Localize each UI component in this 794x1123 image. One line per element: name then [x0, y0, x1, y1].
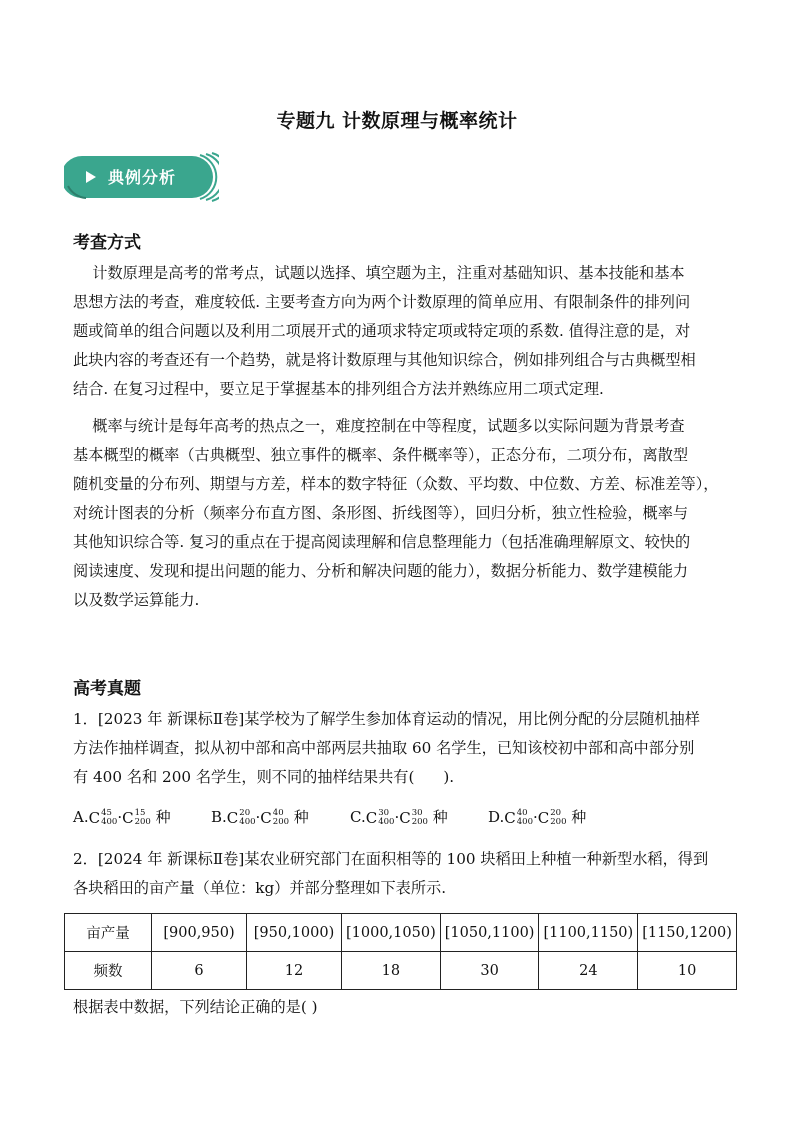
text-line: 题或简单的组合问题以及利用二项展开式的通项求特定项或特定项的系数. 值得注意的是，对	[73, 322, 691, 340]
combination-symbol: C	[122, 809, 134, 827]
superscript: 30	[378, 808, 390, 818]
text-line: 随机变量的分布列、期望与方差，样本的数字特征（众数、平均数、中位数、方差、标准差等），	[73, 475, 719, 493]
table-cell: 12	[247, 952, 342, 990]
question-1	[73, 705, 733, 792]
table-cell: 18	[342, 952, 441, 990]
dot: ·	[255, 808, 261, 826]
combination-symbol: C	[399, 809, 411, 827]
superscript: 20	[550, 808, 562, 818]
option-a[interactable]	[73, 806, 171, 827]
paragraph-counting	[73, 259, 723, 404]
subscript: 400	[378, 817, 395, 827]
superscript: 40	[516, 808, 528, 818]
play-triangle-icon	[84, 170, 98, 184]
option-letter: A.	[73, 808, 89, 826]
option-letter: B.	[211, 808, 227, 826]
table-cell: 6	[152, 952, 247, 990]
option-b[interactable]	[211, 806, 309, 827]
option-unit: 种	[566, 808, 587, 826]
combination-symbol: C	[88, 809, 101, 827]
option-d[interactable]	[488, 806, 586, 827]
question-2	[73, 845, 733, 903]
combination-symbol: C	[226, 809, 239, 827]
text-line: 其他知识综合等. 复习的重点在于提高阅读理解和信息整理能力（包括准确理解原文、较快的	[73, 533, 691, 551]
option-unit: 种	[427, 808, 448, 826]
section-heading-exam-style: 考查方式	[73, 233, 141, 253]
superscript: 30	[411, 808, 423, 818]
text-line: 有 400 名和 200 名学生，则不同的抽样结果共有( ).	[73, 768, 455, 786]
page-title: 专题九 计数原理与概率统计	[276, 110, 518, 132]
option-letter: D.	[488, 808, 505, 826]
yield-frequency-table	[64, 913, 737, 990]
subscript: 200	[550, 817, 567, 827]
table-row-header: 频数	[65, 952, 152, 990]
subscript: 400	[101, 817, 118, 827]
text-line: 各块稻田的亩产量（单位：kg）并部分整理如下表所示.	[73, 879, 447, 897]
superscript: 40	[272, 808, 284, 818]
text-line: 思想方法的考查，难度较低. 主要考查方向为两个计数原理的简单应用、有限制条件的排列问	[73, 293, 691, 311]
table-row	[65, 952, 737, 990]
combination-symbol: C	[260, 809, 272, 827]
option-c[interactable]	[350, 806, 448, 827]
text-line: 阅读速度、发现和提出问题的能力、分析和解决问题的能力），数据分析能力、数学建模能力	[73, 562, 689, 580]
table-cell: [1100,1150)	[539, 914, 638, 952]
subscript: 200	[411, 817, 428, 827]
table-cell: [1050,1100)	[440, 914, 539, 952]
text-line: 2．[2024 年 新课标Ⅱ卷]某农业研究部门在面积相等的 100 块稻田上种植一种新型水稻，得到	[73, 850, 709, 868]
question-2-prompt: 根据表中数据，下列结论正确的是( )	[73, 998, 318, 1016]
table-row	[65, 914, 737, 952]
text-line: 计数原理是高考的常考点，试题以选择、填空题为主，注重对基础知识、基本技能和基本	[73, 264, 685, 282]
text-line: 结合. 在复习过程中，要立足于掌握基本的排列组合方法并熟练应用二项式定理.	[73, 380, 604, 398]
table-cell: 24	[539, 952, 638, 990]
combination-symbol: C	[365, 809, 378, 827]
section-heading-real-exam: 高考真题	[73, 679, 141, 699]
table-cell: [1150,1200)	[638, 914, 737, 952]
banner-label: 典例分析	[108, 168, 177, 187]
text-line: 对统计图表的分析（频率分布直方图、条形图、折线图等），回归分析，独立性检验，概率与	[73, 504, 689, 522]
table-cell: 10	[638, 952, 737, 990]
section-banner	[64, 152, 219, 202]
superscript: 20	[239, 808, 251, 818]
subscript: 200	[272, 817, 290, 827]
dot: ·	[117, 808, 123, 826]
dot: ·	[532, 808, 538, 826]
table-cell: [950,1000)	[247, 914, 342, 952]
table-cell: [900,950)	[152, 914, 247, 952]
option-unit: 种	[150, 808, 171, 826]
combination-symbol: C	[504, 809, 516, 827]
dot: ·	[394, 808, 400, 826]
question-1-options	[73, 806, 733, 834]
paragraph-probability	[73, 412, 723, 615]
text-line: 以及数学运算能力.	[73, 591, 200, 609]
text-line: 基本概型的概率（古典概型、独立事件的概率、条件概率等），正态分布，二项分布，离散型	[73, 446, 689, 464]
table-row-header: 亩产量	[65, 914, 152, 952]
option-unit: 种	[289, 808, 309, 826]
subscript: 400	[516, 817, 533, 827]
table-cell: 30	[440, 952, 539, 990]
subscript: 200	[134, 817, 151, 827]
superscript: 15	[134, 808, 146, 818]
superscript: 45	[101, 808, 112, 818]
text-line: 方法作抽样调查，拟从初中部和高中部两层共抽取 60 名学生，已知该校初中部和高中部分别	[73, 739, 695, 757]
option-letter: C.	[350, 808, 366, 826]
combination-symbol: C	[537, 809, 550, 827]
text-line: 此块内容的考查还有一个趋势，就是将计数原理与其他知识综合，例如排列组合与古典概型相	[73, 351, 696, 369]
subscript: 400	[239, 817, 256, 827]
text-line: 概率与统计是每年高考的热点之一，难度控制在中等程度，试题多以实际问题为背景考查	[73, 417, 685, 435]
table-cell: [1000,1050)	[342, 914, 441, 952]
text-line: 1．[2023 年 新课标Ⅱ卷]某学校为了解学生参加体育运动的情况，用比例分配的分层随机抽样	[73, 710, 700, 728]
